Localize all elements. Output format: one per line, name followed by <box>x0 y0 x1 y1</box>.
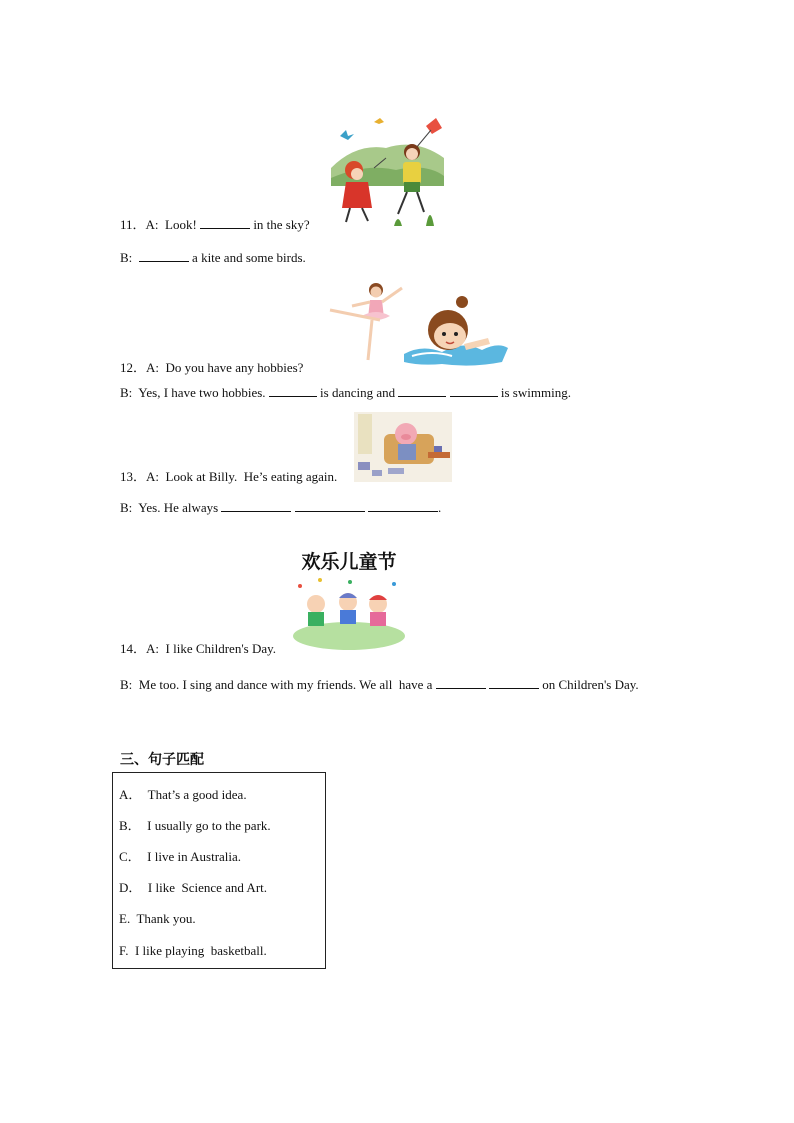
answer-text: B: Yes, I have two hobbies. <box>120 385 269 400</box>
billy-eating-picture <box>354 412 452 482</box>
sentence-options-box <box>112 772 326 969</box>
question-13-a <box>120 469 337 485</box>
answer-blank[interactable] <box>295 499 365 512</box>
option-c: C． I live in Australia. <box>119 849 242 864</box>
answer-blank[interactable] <box>221 499 291 512</box>
answer-text: B: Yes. He always <box>120 500 222 515</box>
question-number: 11． <box>120 217 146 232</box>
question-11-a <box>120 216 310 233</box>
option-b: B． I usually go to the park. <box>119 818 271 833</box>
answer-text: is swimming. <box>497 385 571 400</box>
answer-blank[interactable] <box>200 216 250 229</box>
question-text: A: Look! <box>145 217 201 232</box>
question-number: 14． <box>120 641 147 656</box>
section-title: 三、句子匹配 <box>120 752 204 768</box>
answer-blank[interactable] <box>368 499 438 512</box>
answer-blank[interactable] <box>450 384 498 397</box>
question-13-b <box>120 499 441 516</box>
childrens-day-picture <box>290 540 408 654</box>
answer-blank[interactable] <box>269 384 317 397</box>
option-e: E. Thank you. <box>119 911 196 926</box>
answer-blank[interactable] <box>139 249 189 262</box>
answer-blank[interactable] <box>436 676 486 689</box>
answer-blank[interactable] <box>398 384 446 397</box>
option-d: D． I like Science and Art. <box>119 880 268 895</box>
answer-text: . <box>437 500 442 515</box>
answer-text: on Children's Day. <box>538 677 639 692</box>
question-text: A: I like Children's Day. <box>146 641 277 656</box>
question-14-b <box>120 676 639 693</box>
question-11-b <box>120 249 306 266</box>
option-a: A． That’s a good idea. <box>119 787 247 802</box>
question-12-a <box>120 360 303 376</box>
kite-flying-picture <box>326 108 446 228</box>
swimming-girl-picture <box>402 292 510 370</box>
question-number: 12． <box>120 360 147 375</box>
question-text: A: Look at Billy. He’s eating again. <box>146 469 338 484</box>
answer-blank[interactable] <box>489 676 539 689</box>
answer-text: is dancing and <box>316 385 399 400</box>
answer-text: B: Me too. I sing and dance with my friends. We all have a <box>120 677 436 692</box>
option-f: F. I like playing basketball. <box>119 943 267 958</box>
question-14-a <box>120 641 276 657</box>
question-text: A: Do you have any hobbies? <box>146 360 304 375</box>
ballet-dancer-picture <box>326 278 408 364</box>
question-number: 13． <box>120 469 147 484</box>
childrens-day-banner: 欢乐儿童节 <box>301 551 397 573</box>
question-text: in the sky? <box>250 217 310 232</box>
answer-text: a kite and some birds. <box>188 250 306 265</box>
question-12-b <box>120 384 571 401</box>
answer-text: B: <box>120 250 139 265</box>
